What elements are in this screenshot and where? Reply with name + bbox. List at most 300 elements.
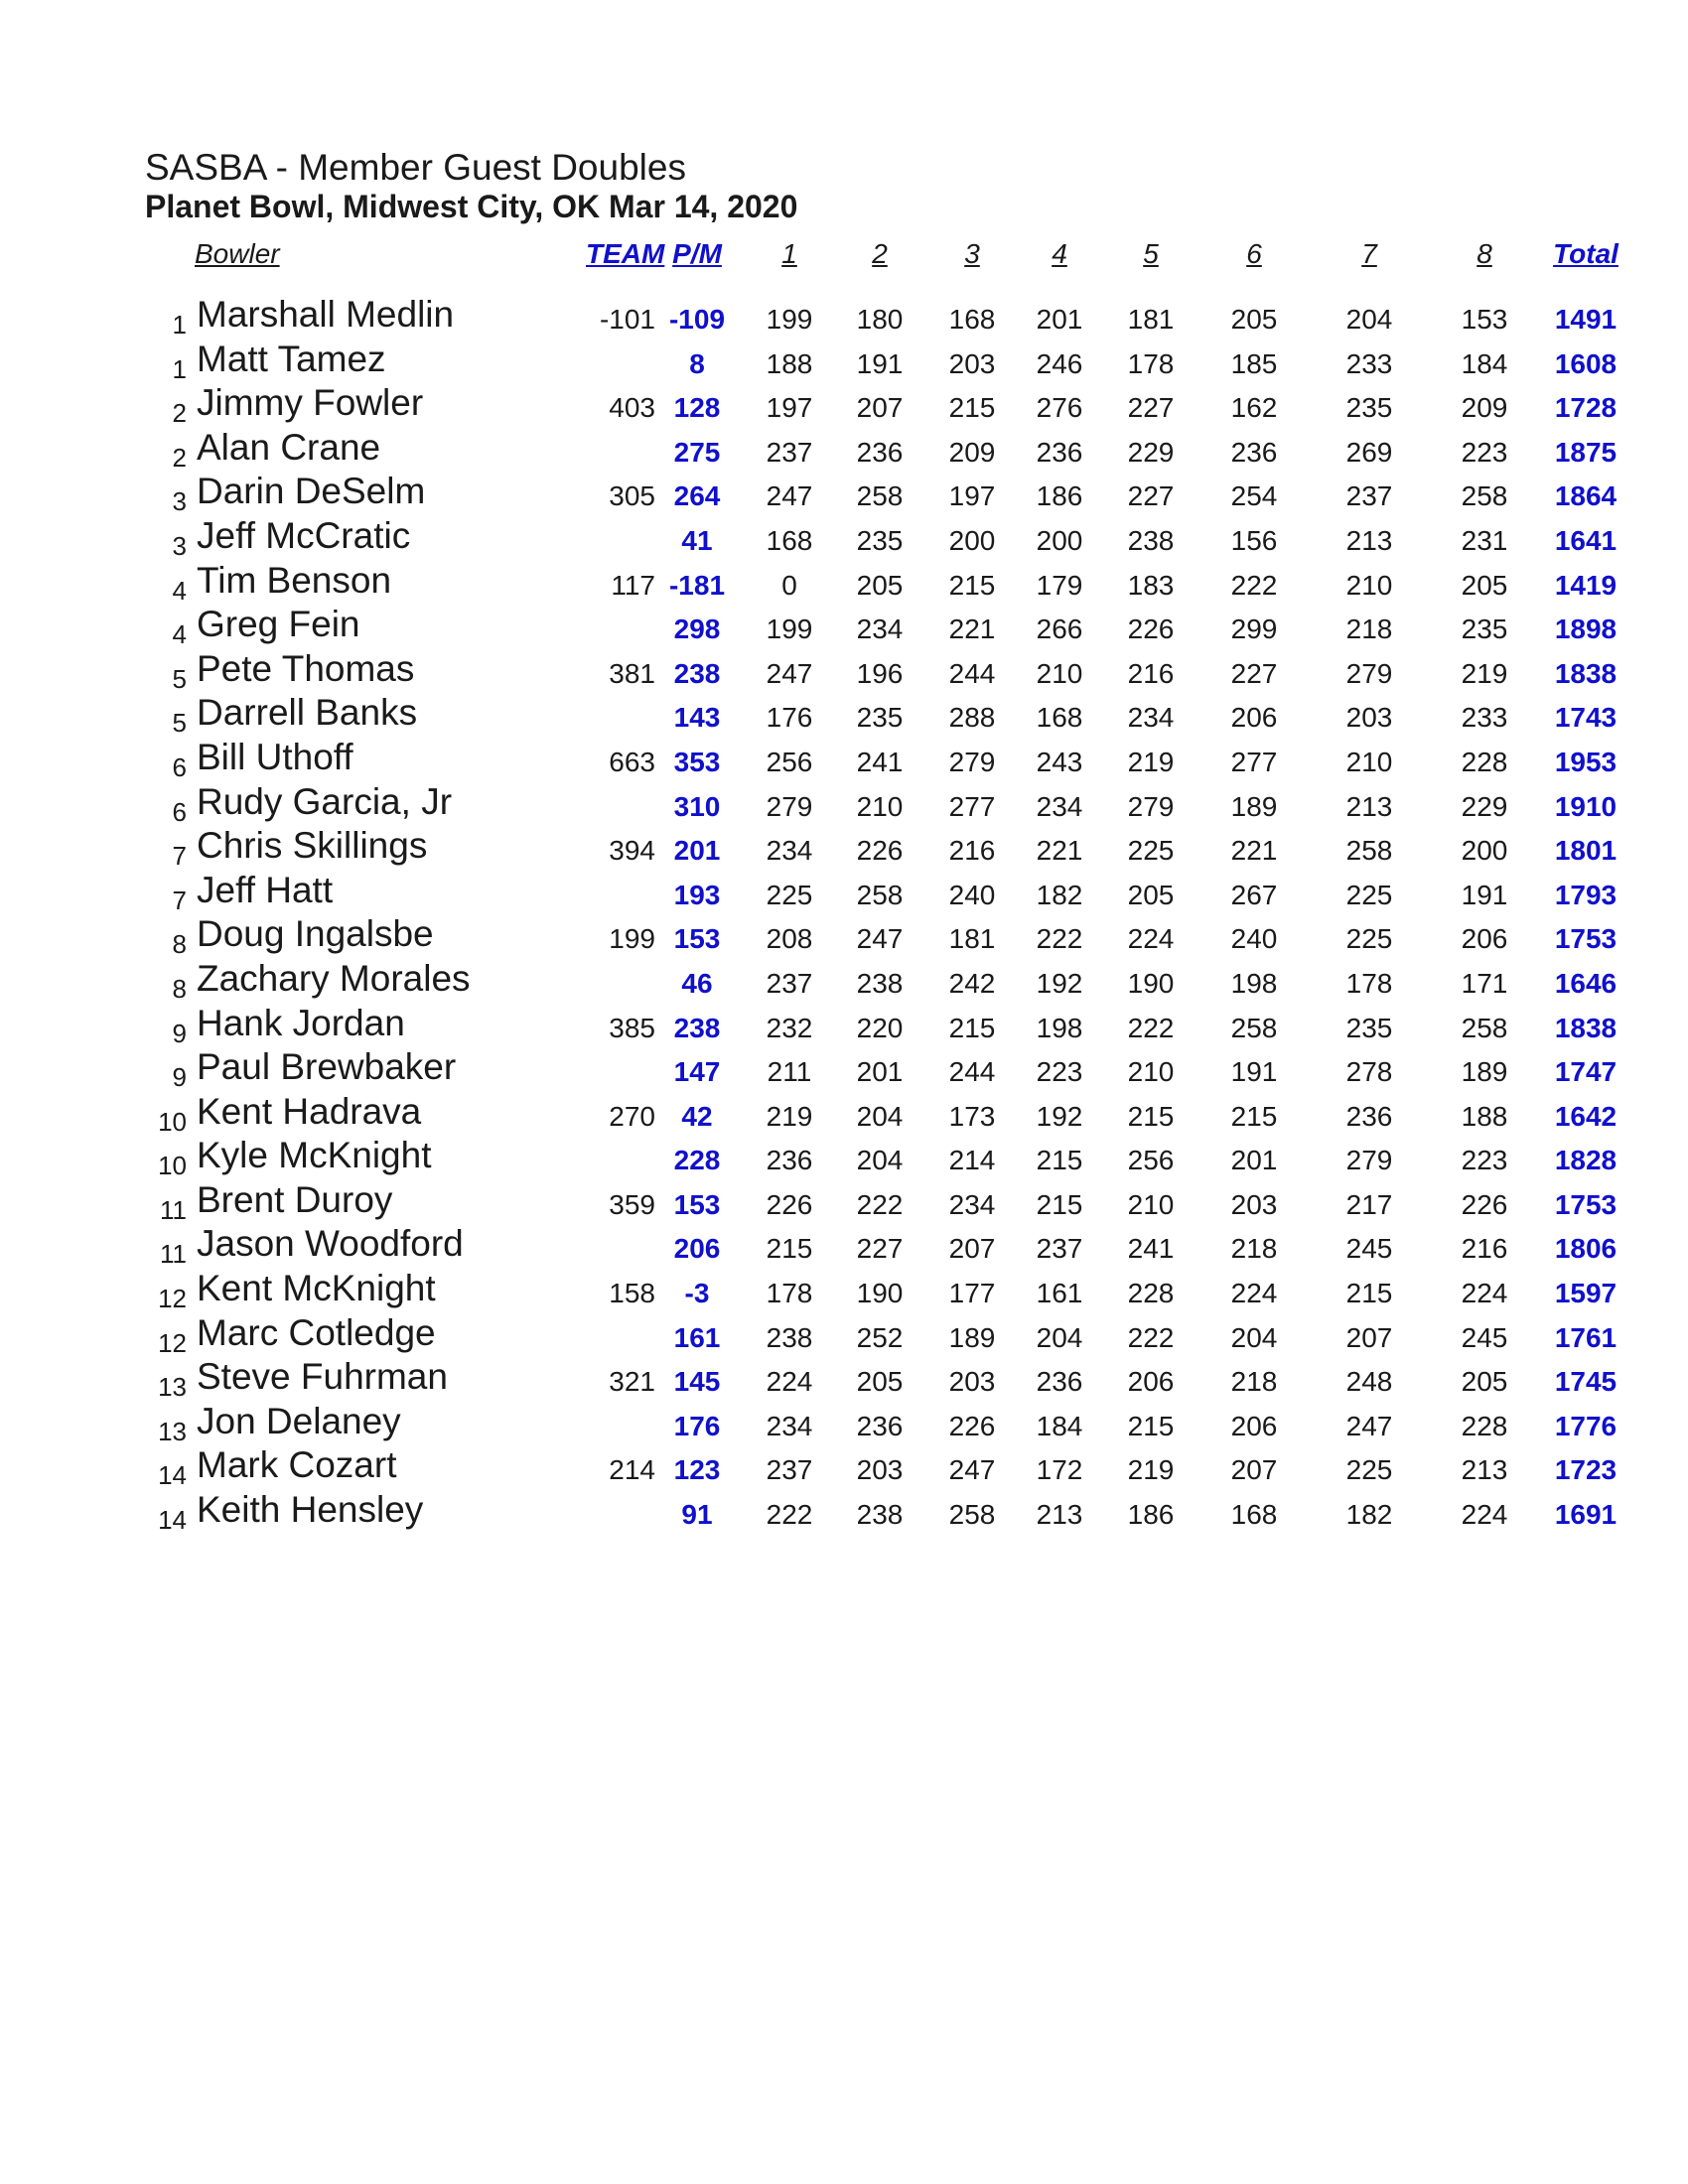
rank-cell: 2 [172, 398, 187, 429]
game-5-score: 219 [1127, 746, 1175, 777]
bowler-name: Bill Uthoff [197, 736, 353, 777]
game-7-score: 217 [1345, 1188, 1393, 1220]
game-4-score: 192 [1036, 967, 1083, 999]
header-game-4: 4 [1052, 238, 1067, 269]
game-7-score: 279 [1345, 657, 1393, 689]
game-2-score: 258 [856, 480, 904, 512]
rank-cell: 3 [172, 486, 187, 517]
total-score: 1747 [1554, 1056, 1618, 1088]
game-7-score: 237 [1345, 480, 1393, 512]
game-5-score: 183 [1127, 569, 1175, 601]
plus-minus: 228 [673, 1145, 721, 1176]
game-1-score: 208 [766, 923, 813, 955]
game-5-score: 210 [1127, 1188, 1175, 1220]
game-3-score: 279 [948, 746, 996, 777]
team-score: 117 [611, 569, 655, 601]
total-score: 1793 [1554, 879, 1618, 910]
table-row [0, 648, 1688, 693]
total-score: 1953 [1554, 746, 1618, 777]
game-8-score: 205 [1461, 569, 1508, 601]
game-3-score: 197 [948, 480, 996, 512]
rank-cell: 1 [172, 353, 187, 384]
header-game-7: 7 [1361, 238, 1377, 269]
game-8-score: 224 [1461, 1499, 1508, 1531]
team-score: -101 [599, 304, 655, 335]
team-score: 381 [609, 657, 655, 689]
team-score: 385 [609, 1012, 655, 1043]
game-8-score: 228 [1461, 1410, 1508, 1441]
game-2-score: 227 [856, 1233, 904, 1265]
table-row [0, 1444, 1688, 1489]
header-game-5: 5 [1143, 238, 1159, 269]
game-4-score: 236 [1036, 436, 1083, 468]
rank-cell: 2 [172, 442, 187, 473]
game-2-score: 258 [856, 879, 904, 910]
total-score: 1691 [1554, 1499, 1618, 1531]
game-5-score: 181 [1127, 304, 1175, 335]
table-row [0, 825, 1688, 870]
total-score: 1641 [1554, 524, 1618, 556]
game-3-score: 216 [948, 835, 996, 867]
game-2-score: 205 [856, 1366, 904, 1398]
game-8-score: 206 [1461, 923, 1508, 955]
bowler-name: Zachary Morales [197, 957, 471, 999]
plus-minus: 46 [681, 967, 713, 999]
game-6-score: 240 [1230, 923, 1278, 955]
game-5-score: 279 [1127, 790, 1175, 822]
game-4-score: 222 [1036, 923, 1083, 955]
plus-minus: 41 [681, 524, 713, 556]
game-3-score: 181 [948, 923, 996, 955]
game-1-score: 238 [766, 1321, 813, 1353]
game-1-score: 178 [766, 1278, 813, 1309]
bowler-name: Marc Cotledge [197, 1311, 436, 1353]
game-3-score: 203 [948, 347, 996, 379]
total-score: 1597 [1554, 1278, 1618, 1309]
game-2-score: 207 [856, 392, 904, 424]
game-3-score: 258 [948, 1499, 996, 1531]
game-6-score: 206 [1230, 702, 1278, 734]
table-row [0, 1401, 1688, 1445]
rank-cell: 12 [158, 1327, 187, 1358]
rank-cell: 10 [158, 1106, 187, 1137]
team-score: 321 [609, 1366, 655, 1398]
game-4-score: 276 [1036, 392, 1083, 424]
bowler-name: Pete Thomas [197, 647, 415, 689]
bowler-name: Kyle McKnight [197, 1135, 432, 1176]
bowler-name: Kent McKnight [197, 1268, 436, 1309]
plus-minus: -109 [668, 304, 726, 335]
bowler-name: Jason Woodford [197, 1223, 464, 1265]
game-1-score: 237 [766, 967, 813, 999]
plus-minus: 238 [673, 657, 721, 689]
rank-cell: 13 [158, 1372, 187, 1403]
game-4-score: 237 [1036, 1233, 1083, 1265]
game-3-score: 221 [948, 614, 996, 645]
game-7-score: 269 [1345, 436, 1393, 468]
game-6-score: 215 [1230, 1100, 1278, 1132]
rank-cell: 11 [160, 1239, 187, 1270]
table-row [0, 604, 1688, 648]
game-3-score: 215 [948, 1012, 996, 1043]
game-3-score: 244 [948, 1056, 996, 1088]
game-6-score: 221 [1230, 835, 1278, 867]
game-2-score: 205 [856, 569, 904, 601]
team-score: 403 [609, 392, 655, 424]
bowler-name: Darin DeSelm [197, 471, 426, 512]
team-score: 359 [609, 1188, 655, 1220]
team-score: 270 [609, 1100, 655, 1132]
game-2-score: 238 [856, 967, 904, 999]
total-score: 1838 [1554, 1012, 1618, 1043]
game-6-score: 191 [1230, 1056, 1278, 1088]
table-row [0, 1268, 1688, 1312]
game-8-score: 226 [1461, 1188, 1508, 1220]
game-1-score: 188 [766, 347, 813, 379]
plus-minus: 143 [673, 702, 721, 734]
game-8-score: 223 [1461, 436, 1508, 468]
game-8-score: 188 [1461, 1100, 1508, 1132]
plus-minus: 123 [673, 1454, 721, 1486]
total-score: 1910 [1554, 790, 1618, 822]
table-row [0, 294, 1688, 339]
total-score: 1776 [1554, 1410, 1618, 1441]
rank-cell: 13 [158, 1416, 187, 1446]
game-8-score: 200 [1461, 835, 1508, 867]
game-1-score: 224 [766, 1366, 813, 1398]
game-3-score: 189 [948, 1321, 996, 1353]
game-4-score: 201 [1036, 304, 1083, 335]
game-8-score: 216 [1461, 1233, 1508, 1265]
game-4-score: 243 [1036, 746, 1083, 777]
game-3-score: 215 [948, 392, 996, 424]
team-score: 663 [609, 746, 655, 777]
game-8-score: 224 [1461, 1278, 1508, 1309]
plus-minus: 201 [673, 835, 721, 867]
total-score: 1806 [1554, 1233, 1618, 1265]
game-2-score: 222 [856, 1188, 904, 1220]
game-8-score: 189 [1461, 1056, 1508, 1088]
total-score: 1728 [1554, 392, 1618, 424]
game-5-score: 228 [1127, 1278, 1175, 1309]
game-4-score: 246 [1036, 347, 1083, 379]
total-score: 1642 [1554, 1100, 1618, 1132]
game-5-score: 229 [1127, 436, 1175, 468]
document-subtitle: Planet Bowl, Midwest City, OK Mar 14, 2020 [145, 189, 798, 224]
total-score: 1875 [1554, 436, 1618, 468]
game-6-score: 236 [1230, 436, 1278, 468]
header-game-3: 3 [964, 238, 980, 269]
game-2-score: 191 [856, 347, 904, 379]
game-2-score: 196 [856, 657, 904, 689]
game-4-score: 204 [1036, 1321, 1083, 1353]
total-score: 1898 [1554, 614, 1618, 645]
game-8-score: 219 [1461, 657, 1508, 689]
game-5-score: 186 [1127, 1499, 1175, 1531]
game-7-score: 245 [1345, 1233, 1393, 1265]
game-6-score: 258 [1230, 1012, 1278, 1043]
bowler-name: Steve Fuhrman [197, 1356, 448, 1398]
header-team: TEAM [586, 238, 665, 269]
total-score: 1491 [1554, 304, 1618, 335]
game-2-score: 190 [856, 1278, 904, 1309]
rank-cell: 12 [158, 1284, 187, 1314]
game-5-score: 225 [1127, 835, 1175, 867]
game-7-score: 225 [1345, 1454, 1393, 1486]
game-3-score: 203 [948, 1366, 996, 1398]
game-7-score: 182 [1345, 1499, 1393, 1531]
table-row [0, 1091, 1688, 1136]
game-2-score: 238 [856, 1499, 904, 1531]
total-score: 1753 [1554, 923, 1618, 955]
game-4-score: 215 [1036, 1145, 1083, 1176]
plus-minus: 275 [673, 436, 721, 468]
table-row [0, 737, 1688, 781]
game-2-score: 252 [856, 1321, 904, 1353]
game-8-score: 184 [1461, 347, 1508, 379]
game-4-score: 168 [1036, 702, 1083, 734]
game-5-score: 238 [1127, 524, 1175, 556]
game-7-score: 215 [1345, 1278, 1393, 1309]
game-5-score: 227 [1127, 392, 1175, 424]
game-3-score: 240 [948, 879, 996, 910]
game-1-score: 0 [781, 569, 797, 601]
game-6-score: 156 [1230, 524, 1278, 556]
header-pm: P/M [672, 238, 722, 269]
bowler-name: Chris Skillings [197, 825, 428, 867]
game-6-score: 224 [1230, 1278, 1278, 1309]
rank-cell: 7 [172, 885, 187, 915]
rank-cell: 5 [172, 663, 187, 694]
game-2-score: 235 [856, 702, 904, 734]
game-1-score: 247 [766, 480, 813, 512]
game-4-score: 192 [1036, 1100, 1083, 1132]
plus-minus: 91 [681, 1499, 713, 1531]
game-6-score: 206 [1230, 1410, 1278, 1441]
game-6-score: 198 [1230, 967, 1278, 999]
game-6-score: 204 [1230, 1321, 1278, 1353]
rank-cell: 6 [172, 751, 187, 782]
standings-table [0, 234, 1688, 1534]
game-6-score: 299 [1230, 614, 1278, 645]
rank-cell: 4 [172, 619, 187, 650]
bowler-name: Hank Jordan [197, 1002, 405, 1043]
plus-minus: 206 [673, 1233, 721, 1265]
team-score: 199 [609, 923, 655, 955]
game-6-score: 203 [1230, 1188, 1278, 1220]
team-score: 394 [609, 835, 655, 867]
game-8-score: 228 [1461, 746, 1508, 777]
game-2-score: 204 [856, 1100, 904, 1132]
game-6-score: 277 [1230, 746, 1278, 777]
plus-minus: -181 [668, 569, 726, 601]
game-1-score: 197 [766, 392, 813, 424]
table-row [0, 692, 1688, 737]
table-row [0, 1046, 1688, 1091]
header-bowler: Bowler [195, 238, 280, 269]
game-7-score: 210 [1345, 746, 1393, 777]
game-8-score: 205 [1461, 1366, 1508, 1398]
rank-cell: 11 [160, 1194, 187, 1225]
game-6-score: 254 [1230, 480, 1278, 512]
game-3-score: 242 [948, 967, 996, 999]
game-6-score: 205 [1230, 304, 1278, 335]
game-3-score: 226 [948, 1410, 996, 1441]
rank-cell: 14 [158, 1505, 187, 1536]
game-7-score: 178 [1345, 967, 1393, 999]
game-5-score: 222 [1127, 1321, 1175, 1353]
rank-cell: 5 [172, 708, 187, 739]
game-7-score: 247 [1345, 1410, 1393, 1441]
total-score: 1646 [1554, 967, 1618, 999]
game-8-score: 233 [1461, 702, 1508, 734]
game-4-score: 234 [1036, 790, 1083, 822]
game-5-score: 256 [1127, 1145, 1175, 1176]
game-8-score: 258 [1461, 480, 1508, 512]
bowler-name: Jeff McCratic [197, 514, 411, 556]
table-row [0, 913, 1688, 958]
game-4-score: 200 [1036, 524, 1083, 556]
plus-minus: 193 [673, 879, 721, 910]
game-1-score: 215 [766, 1233, 813, 1265]
game-7-score: 225 [1345, 879, 1393, 910]
game-3-score: 214 [948, 1145, 996, 1176]
game-4-score: 223 [1036, 1056, 1083, 1088]
game-2-score: 241 [856, 746, 904, 777]
game-4-score: 182 [1036, 879, 1083, 910]
game-1-score: 225 [766, 879, 813, 910]
plus-minus: 153 [673, 1188, 721, 1220]
table-body [0, 294, 1688, 1534]
game-2-score: 236 [856, 1410, 904, 1441]
header-game-8: 8 [1477, 238, 1492, 269]
total-score: 1745 [1554, 1366, 1618, 1398]
game-4-score: 198 [1036, 1012, 1083, 1043]
table-row [0, 339, 1688, 383]
game-7-score: 235 [1345, 392, 1393, 424]
game-7-score: 278 [1345, 1056, 1393, 1088]
game-8-score: 229 [1461, 790, 1508, 822]
game-3-score: 177 [948, 1278, 996, 1309]
table-row [0, 958, 1688, 1003]
game-1-score: 237 [766, 1454, 813, 1486]
game-8-score: 191 [1461, 879, 1508, 910]
rank-cell: 9 [172, 1018, 187, 1048]
game-2-score: 201 [856, 1056, 904, 1088]
game-4-score: 236 [1036, 1366, 1083, 1398]
game-5-score: 178 [1127, 347, 1175, 379]
table-row [0, 427, 1688, 472]
table-header-row [0, 234, 1688, 294]
team-score: 158 [609, 1278, 655, 1309]
game-7-score: 207 [1345, 1321, 1393, 1353]
bowler-name: Jeff Hatt [197, 869, 334, 910]
game-6-score: 201 [1230, 1145, 1278, 1176]
game-1-score: 247 [766, 657, 813, 689]
game-3-score: 244 [948, 657, 996, 689]
game-2-score: 203 [856, 1454, 904, 1486]
game-5-score: 190 [1127, 967, 1175, 999]
plus-minus: 128 [673, 392, 721, 424]
game-8-score: 258 [1461, 1012, 1508, 1043]
plus-minus: 161 [673, 1321, 721, 1353]
game-1-score: 279 [766, 790, 813, 822]
rank-cell: 9 [172, 1062, 187, 1093]
table-row [0, 1312, 1688, 1357]
game-5-score: 241 [1127, 1233, 1175, 1265]
table-row [0, 1003, 1688, 1047]
total-score: 1761 [1554, 1321, 1618, 1353]
game-3-score: 207 [948, 1233, 996, 1265]
game-1-score: 232 [766, 1012, 813, 1043]
game-7-score: 258 [1345, 835, 1393, 867]
game-1-score: 234 [766, 1410, 813, 1441]
game-4-score: 213 [1036, 1499, 1083, 1531]
header-game-1: 1 [781, 238, 797, 269]
total-score: 1864 [1554, 480, 1618, 512]
game-2-score: 235 [856, 524, 904, 556]
game-2-score: 234 [856, 614, 904, 645]
game-6-score: 162 [1230, 392, 1278, 424]
game-7-score: 204 [1345, 304, 1393, 335]
plus-minus: 153 [673, 923, 721, 955]
game-2-score: 236 [856, 436, 904, 468]
game-7-score: 218 [1345, 614, 1393, 645]
game-6-score: 267 [1230, 879, 1278, 910]
game-3-score: 277 [948, 790, 996, 822]
game-4-score: 210 [1036, 657, 1083, 689]
game-7-score: 279 [1345, 1145, 1393, 1176]
game-5-score: 219 [1127, 1454, 1175, 1486]
game-6-score: 189 [1230, 790, 1278, 822]
game-1-score: 199 [766, 614, 813, 645]
bowler-name: Darrell Banks [197, 692, 418, 734]
rank-cell: 1 [172, 310, 187, 340]
plus-minus: 176 [673, 1410, 721, 1441]
game-7-score: 233 [1345, 347, 1393, 379]
game-7-score: 236 [1345, 1100, 1393, 1132]
table-row [0, 1179, 1688, 1224]
game-1-score: 222 [766, 1499, 813, 1531]
total-score: 1828 [1554, 1145, 1618, 1176]
bowler-name: Greg Fein [197, 604, 360, 645]
total-score: 1723 [1554, 1454, 1618, 1486]
bowler-name: Mark Cozart [197, 1444, 397, 1486]
game-3-score: 173 [948, 1100, 996, 1132]
game-6-score: 218 [1230, 1366, 1278, 1398]
table-row [0, 870, 1688, 914]
total-score: 1801 [1554, 835, 1618, 867]
game-7-score: 248 [1345, 1366, 1393, 1398]
game-1-score: 199 [766, 304, 813, 335]
total-score: 1608 [1554, 347, 1618, 379]
game-7-score: 213 [1345, 790, 1393, 822]
game-7-score: 203 [1345, 702, 1393, 734]
plus-minus: 298 [673, 614, 721, 645]
game-5-score: 216 [1127, 657, 1175, 689]
rank-cell: 7 [172, 841, 187, 872]
game-2-score: 247 [856, 923, 904, 955]
game-1-score: 234 [766, 835, 813, 867]
game-8-score: 153 [1461, 304, 1508, 335]
rank-cell: 6 [172, 796, 187, 827]
game-5-score: 205 [1127, 879, 1175, 910]
rank-cell: 3 [172, 530, 187, 561]
game-8-score: 235 [1461, 614, 1508, 645]
team-score: 305 [609, 480, 655, 512]
bowler-name: Jimmy Fowler [197, 382, 424, 424]
game-6-score: 185 [1230, 347, 1278, 379]
